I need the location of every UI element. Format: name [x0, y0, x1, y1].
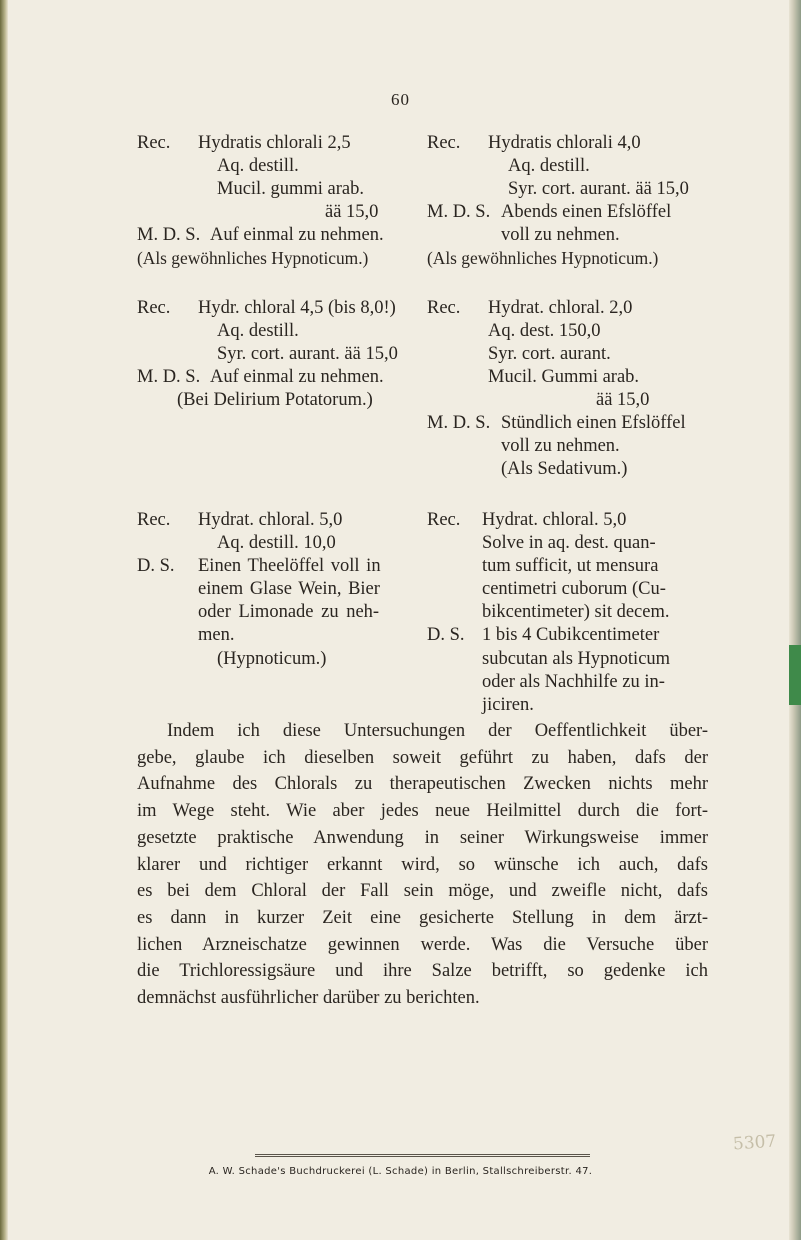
recipe-label: M. D. S. — [427, 202, 491, 222]
recipe-line: 1 bis 4 Cubikcentimeter — [482, 625, 660, 645]
recipe-line: Stündlich einen Efslöffel — [501, 413, 686, 433]
recipe-line: Mucil. Gummi arab. — [488, 367, 640, 387]
recipe-label: Rec. — [427, 133, 461, 153]
recipe-line: centimetri cuborum (Cu- — [482, 579, 666, 599]
recipe-line: ää 15,0 — [325, 202, 379, 222]
recipe-line: Aq. destill. — [508, 156, 590, 176]
recipe-line: subcutan als Hypnoticum — [482, 649, 671, 669]
recipe-line: oder Limonade zu neh- — [198, 602, 380, 622]
recipe-note: (Als Sedativum.) — [501, 459, 628, 479]
recipe-line: Aq. destill. — [217, 156, 299, 176]
recipe-line: Syr. cort. aurant. ää 15,0 — [508, 179, 689, 199]
recipe-line: einem Glase Wein, Bier — [198, 579, 380, 599]
recipe-note: (Bei Delirium Potatorum.) — [177, 390, 373, 410]
recipe-label: Rec. — [137, 298, 171, 318]
paragraph-line: Indem ich diese Untersuchungen der Oeffentlichkeit über- — [167, 721, 708, 741]
recipe-line: jiciren. — [482, 695, 534, 715]
recipe-line: men. — [198, 625, 235, 645]
paragraph-line: die Trichloressigsäure und ihre Salze betrifft, so gedenke ich — [137, 961, 708, 982]
recipe-label: M. D. S. — [137, 225, 201, 245]
recipe-label: D. S. — [137, 556, 175, 576]
printer-imprint: A. W. Schade's Buchdruckerei (L. Schade) in Berlin, Stallschreiberstr. 47. — [208, 1166, 593, 1177]
recipe-line: Hydr. chloral 4,5 (bis 8,0!) — [198, 298, 396, 318]
recipe-label: Rec. — [137, 133, 171, 153]
pencil-marginalia: 5307 — [732, 1131, 777, 1155]
paragraph-line: gesetzte praktische Anwendung in seiner Wirkungsweise immer — [137, 827, 708, 848]
paragraph-line: es dann in kurzer Zeit eine gesicherte Stellung in dem ärzt- — [137, 907, 708, 928]
footer-rule — [255, 1154, 590, 1157]
recipe-label: Rec. — [427, 298, 461, 318]
recipe-line: Aq. destill. 10,0 — [217, 533, 336, 553]
recipe-line: Einen Theelöffel voll in — [198, 556, 381, 576]
recipe-line: Hydratis chlorali 4,0 — [488, 133, 641, 153]
recipe-line: Syr. cort. aurant. ää 15,0 — [217, 344, 398, 364]
recipe-label: Rec. — [427, 510, 461, 530]
recipe-line: Aq. destill. — [217, 321, 299, 341]
recipe-label: D. S. — [427, 625, 465, 645]
paragraph-line: Aufnahme des Chlorals zu therapeutischen Zwecken nichts mehr — [137, 774, 708, 795]
recipe-line: Abends einen Efslöffel — [501, 202, 672, 222]
recipe-label: Rec. — [137, 510, 171, 530]
recipe-label: M. D. S. — [427, 413, 491, 433]
page-edge-tab — [789, 645, 801, 705]
paragraph-line: lichen Arzneischatze gewinnen werde. Was die Versuche über — [137, 934, 708, 955]
paragraph-line: im Wege steht. Wie aber jedes neue Heilmittel durch die fort- — [137, 801, 708, 822]
recipe-label: M. D. S. — [137, 367, 201, 387]
recipe-line: tum sufficit, ut mensura — [482, 556, 659, 576]
recipe-line: oder als Nachhilfe zu in- — [482, 672, 665, 692]
recipe-line: bikcentimeter) sit decem. — [482, 602, 670, 622]
page-number: 60 — [391, 90, 410, 109]
recipe-note: (Als gewöhnliches Hypnoticum.) — [137, 248, 369, 268]
closing-paragraph — [137, 718, 708, 1012]
recipe-line: Solve in aq. dest. quan- — [482, 533, 656, 553]
recipe-line: Hydrat. chloral. 5,0 — [482, 510, 627, 530]
paragraph-line: demnächst ausführlicher darüber zu berichten. — [137, 988, 480, 1009]
recipe-line: Aq. dest. 150,0 — [488, 321, 601, 341]
recipe-note: (Als gewöhnliches Hypnoticum.) — [427, 248, 659, 268]
recipe-line: voll zu nehmen. — [501, 225, 620, 245]
recipe-line: voll zu nehmen. — [501, 436, 620, 456]
paragraph-line: gebe, glaube ich dieselben soweit geführt zu haben, dafs der — [137, 747, 708, 768]
paragraph-line: klarer und richtiger erkannt wird, so wünsche ich auch, dafs — [137, 854, 708, 875]
recipe-line: Hydratis chlorali 2,5 — [198, 133, 351, 153]
page-edge-right — [789, 0, 801, 1240]
paragraph-line: es bei dem Chloral der Fall sein möge, und zweifle nicht, dafs — [137, 881, 708, 902]
recipe-line: Auf einmal zu nehmen. — [210, 367, 384, 387]
recipe-line: ää 15,0 — [596, 390, 650, 410]
page-edge-left — [0, 0, 8, 1240]
recipe-note: (Hypnoticum.) — [217, 649, 327, 669]
recipe-line: Auf einmal zu nehmen. — [210, 225, 384, 245]
recipe-line: Hydrat. chloral. 5,0 — [198, 510, 343, 530]
recipe-line: Syr. cort. aurant. — [488, 344, 611, 364]
recipe-line: Hydrat. chloral. 2,0 — [488, 298, 633, 318]
recipe-line: Mucil. gummi arab. — [217, 179, 364, 199]
